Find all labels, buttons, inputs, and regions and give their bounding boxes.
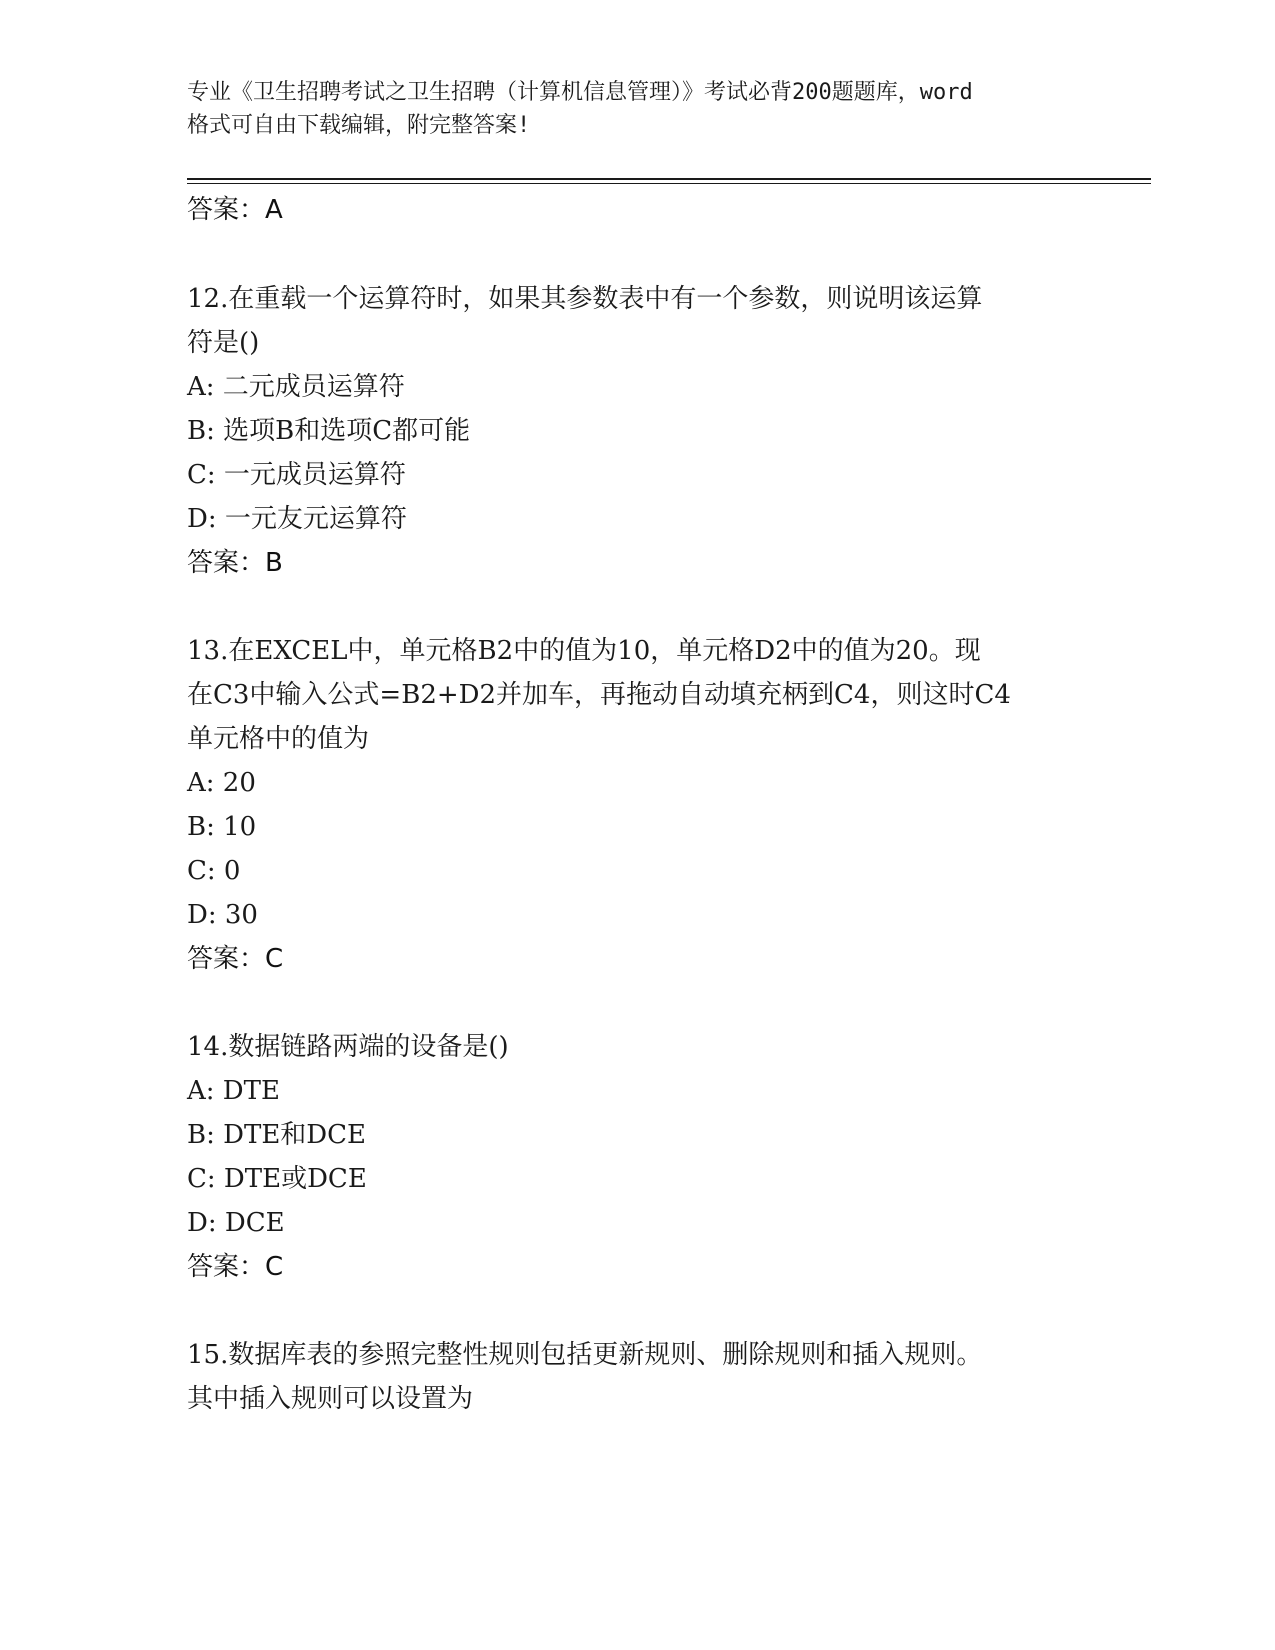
- header-line-1: 专业《卫生招聘考试之卫生招聘（计算机信息管理）》考试必背200题题库，word: [187, 80, 973, 105]
- question-12-text-line-2: 符是(): [187, 328, 260, 358]
- question-13-text-line-2: 在C3中输入公式=B2+D2并加车，再拖动自动填充柄到C4，则这时C4: [187, 680, 1011, 710]
- question-13-option-d: D: 30: [187, 900, 258, 930]
- question-14-option-a: A: DTE: [187, 1076, 280, 1106]
- question-14-option-d: D: DCE: [187, 1208, 285, 1238]
- question-12-answer: 答案：B: [187, 548, 283, 578]
- header-divider-thin: [187, 183, 1151, 184]
- document-header: [187, 76, 1087, 142]
- question-13-text-line-3: 单元格中的值为: [187, 724, 370, 754]
- answer-previous: 答案：A: [187, 195, 283, 225]
- question-12-option-d: D: 一元友元运算符: [187, 504, 407, 534]
- question-14-answer: 答案：C: [187, 1252, 284, 1282]
- question-12-option-c: C: 一元成员运算符: [187, 460, 406, 490]
- question-13-option-b: B: 10: [187, 812, 257, 842]
- question-12-option-a: A: 二元成员运算符: [187, 372, 405, 402]
- question-12-text-line-1: 12.在重载一个运算符时，如果其参数表中有一个参数，则说明该运算: [187, 284, 983, 314]
- question-13-option-a: A: 20: [187, 768, 256, 798]
- question-15-text-line-1: 15.数据库表的参照完整性规则包括更新规则、删除规则和插入规则。: [187, 1340, 983, 1370]
- header-line-2: 格式可自由下载编辑，附完整答案!: [187, 113, 531, 138]
- question-13-text-line-1: 13.在EXCEL中，单元格B2中的值为10，单元格D2中的值为20。现: [187, 636, 981, 666]
- question-14-text-line-1: 14.数据链路两端的设备是(): [187, 1032, 509, 1062]
- header-divider-thick: [187, 178, 1151, 180]
- question-13-option-c: C: 0: [187, 856, 241, 886]
- question-12-option-b: B: 选项B和选项C都可能: [187, 416, 471, 446]
- question-15-text-line-2: 其中插入规则可以设置为: [187, 1384, 474, 1414]
- question-14-option-c: C: DTE或DCE: [187, 1164, 367, 1194]
- question-13-answer: 答案：C: [187, 944, 284, 974]
- question-14-option-b: B: DTE和DCE: [187, 1120, 367, 1150]
